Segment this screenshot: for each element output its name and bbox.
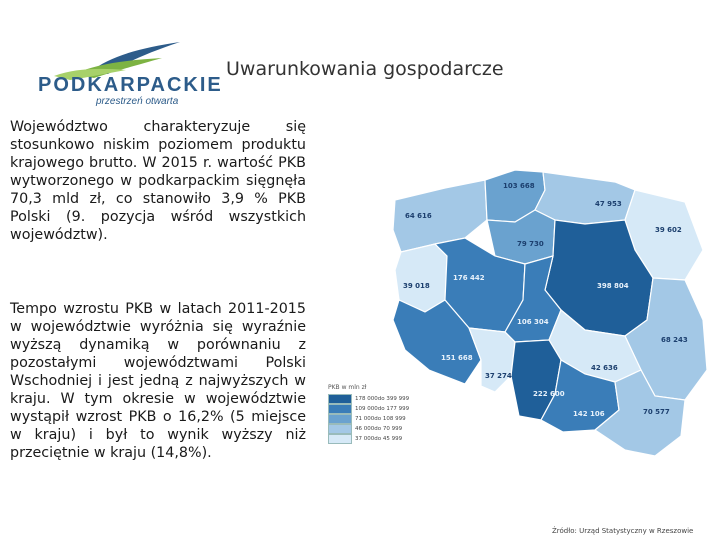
legend-label: 178 000do 399 999	[355, 396, 410, 402]
legend-swatch	[328, 434, 352, 444]
region-value-zachodniopomorskie: 64 616	[405, 212, 432, 220]
region-value-podlaskie: 39 602	[655, 226, 682, 234]
legend-swatch	[328, 404, 352, 414]
legend-row	[328, 424, 410, 434]
region-value-dolnoslaskie: 151 668	[441, 354, 473, 362]
region-value-wielkopolskie: 176 442	[453, 274, 485, 282]
map-legend	[328, 384, 410, 444]
legend-swatch	[328, 424, 352, 434]
page-title: Uwarunkowania gospodarcze	[226, 58, 504, 80]
legend-label: 71 000do 108 999	[355, 416, 406, 422]
region-value-kujawsko-pomorskie: 79 730	[517, 240, 544, 248]
logo-tagline: przestrzeń otwarta	[96, 96, 179, 107]
legend-row	[328, 414, 410, 424]
region-warminsko-mazurskie	[535, 172, 635, 224]
paragraph-gdp-level: Województwo charakteryzuje się stosunkowo niskim poziomem produktu krajowego brutto. W 2015 r. wartość PKB wytworzonego w podkarpackim sięgnęła 70,3 mld zł, co stanowiło 3,9 % PKB Polski (9. pozycja wśród wszystkich województw).	[10, 119, 306, 243]
poland-gdp-map	[385, 160, 717, 460]
legend-label: 37 000do 45 999	[355, 436, 403, 442]
region-value-opolskie: 37 274	[485, 372, 512, 380]
legend-title: PKB w mln zł	[328, 384, 367, 391]
region-value-lubelskie: 68 243	[661, 336, 688, 344]
region-value-warminsko-mazurskie: 47 953	[595, 200, 622, 208]
region-value-mazowieckie: 398 804	[597, 282, 629, 290]
region-value-lodzkie: 106 304	[517, 318, 549, 326]
region-value-pomorskie: 103 668	[503, 182, 535, 190]
legend-row	[328, 404, 410, 414]
source-note: Źródło: Urząd Statystyczny w Rzeszowie	[552, 527, 694, 535]
legend-row	[328, 394, 410, 404]
paragraph-gdp-growth: Tempo wzrostu PKB w latach 2011-2015 w województwie wyróżnia się wyraźnie wyższą dynamiką w porównaniu z pozostałymi województwami Polski Wschodniej i jest jedną z najwyższych w kraju. W tym okresie w województwie wystąpił wzrost PKB o 16,2% (5 miejsce w kraju) i był to wynik wyższy niż przeciętnie w kraju (14,8%).	[10, 301, 306, 461]
logo-wordmark: PODKARPACKIE	[38, 74, 223, 96]
region-value-swietokrzyskie: 42 636	[591, 364, 618, 372]
region-value-podkarpackie: 70 577	[643, 408, 670, 416]
legend-row	[328, 434, 410, 444]
legend-swatch	[328, 414, 352, 424]
legend-swatch	[328, 394, 352, 404]
region-value-slaskie: 222 600	[533, 390, 565, 398]
legend-label: 46 000do 70 999	[355, 426, 403, 432]
region-value-malopolskie: 142 106	[573, 410, 605, 418]
region-value-lubuskie: 39 018	[403, 282, 430, 290]
legend-label: 109 000do 177 999	[355, 406, 410, 412]
